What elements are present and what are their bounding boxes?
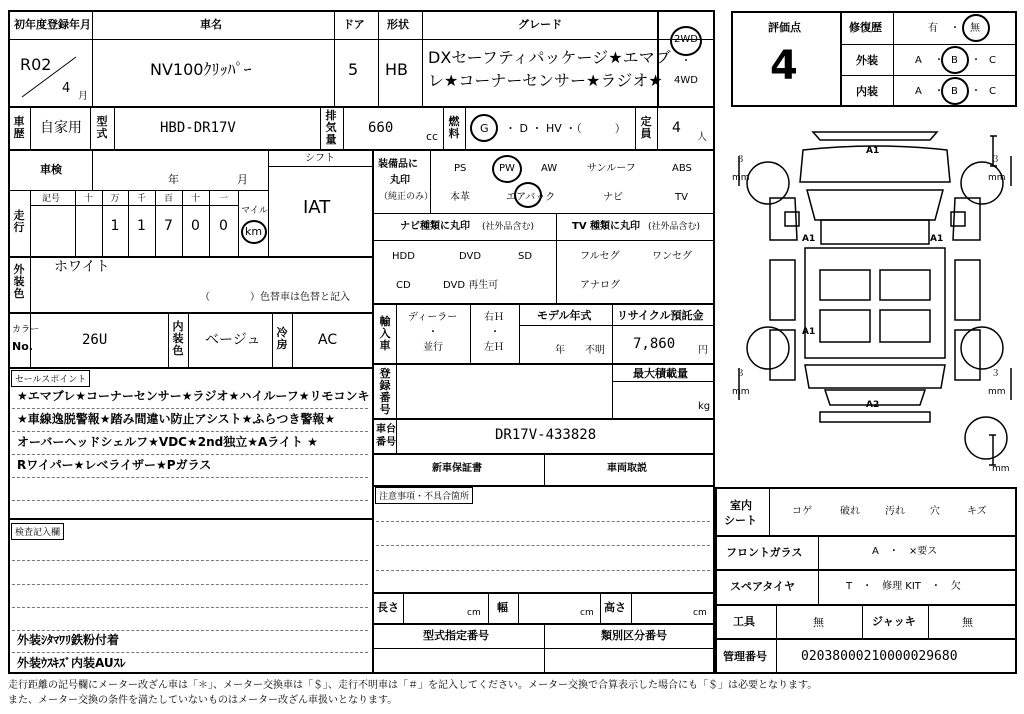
divider — [334, 11, 335, 106]
divider — [862, 605, 863, 638]
model-year-unit: 年 — [555, 345, 565, 356]
divider — [373, 648, 713, 649]
divider — [30, 257, 31, 312]
int-dot-2: ・ — [971, 86, 981, 97]
divider — [9, 367, 372, 369]
divider — [430, 150, 431, 213]
int-dot: ・ — [934, 86, 944, 97]
digit-label: 十 — [83, 194, 93, 204]
score-label: 評価点 — [768, 21, 801, 34]
damage-a1: A1 — [802, 327, 816, 337]
divider — [465, 107, 466, 149]
equip-label-1: 装備品に — [378, 159, 418, 170]
divider — [373, 623, 713, 625]
divider — [30, 190, 31, 256]
diagonal-slash — [20, 55, 80, 100]
divider — [635, 107, 636, 149]
footer-line-1: 走行距離の記号欄にメーター改ざん車は「＊」、メーター交換車は「＄」、走行不明車は「＃」を記入してください。メーター交換で合算表示した場合にも「＄」は必要となります。 — [8, 680, 818, 691]
km-circle — [241, 220, 267, 244]
car-diagram — [725, 120, 1020, 485]
model-year-label: モデル年式 — [537, 309, 592, 322]
jack-label: ジャッキ — [872, 615, 916, 628]
capacity: 4 — [672, 120, 681, 136]
divider — [12, 454, 368, 455]
chassis-label-1: 車台 — [376, 424, 396, 435]
digit-label: 百 — [163, 194, 173, 204]
divider — [716, 569, 1016, 571]
divider — [9, 518, 372, 520]
divider — [600, 593, 601, 623]
equip-airbag-circle — [514, 182, 542, 208]
manual: 車両取説 — [607, 463, 647, 474]
interior-label: 内装 — [856, 85, 878, 98]
tv-oneseg: ワンセグ — [652, 251, 692, 262]
divider — [114, 107, 115, 149]
equip-tv: TV — [675, 192, 688, 203]
damage-a1: A1 — [802, 234, 816, 244]
warranty: 新車保証書 — [432, 463, 482, 474]
mgmt-no: 02038000210000029680 — [801, 649, 958, 664]
int-grade-a: A — [915, 86, 922, 97]
divider — [443, 107, 444, 149]
chassis-label-2: 番号 — [376, 437, 396, 448]
model: HBD-DR17V — [160, 120, 236, 136]
divider — [373, 453, 713, 455]
recycle-amount: 7,860 — [633, 336, 676, 352]
footer-line-2: また、メーター交換の条件を満たしていないものはメーター改ざん車扱いとなります。 — [8, 695, 398, 706]
persons-unit: 人 — [697, 132, 707, 143]
mileage-label: 走 行 — [13, 209, 25, 234]
seat-label-2: シート — [724, 514, 757, 527]
diagram-mm: mm — [992, 464, 1010, 474]
ext-dot: ・ — [934, 55, 944, 66]
equip-label-3: （純正のみ） — [379, 192, 434, 202]
yen-unit: 円 — [698, 345, 708, 356]
color-no: 26U — [82, 332, 108, 348]
divider — [769, 488, 770, 535]
divider — [9, 190, 269, 191]
notes-line: 外装ｳｽｷｽﾞ内装AUｽﾚ — [17, 656, 126, 670]
sales-line: オーバーヘッドシェルフ★VDC★2nd独立★Aライト ★ — [17, 435, 318, 449]
divider — [12, 431, 368, 432]
divider — [488, 593, 489, 623]
ext-grade-b-circle — [941, 46, 969, 74]
digit-label: 一 — [218, 194, 228, 204]
divider — [373, 213, 713, 214]
digit-label: 千 — [136, 194, 146, 204]
seat-burn: コゲ — [792, 506, 812, 517]
notes-label: 検査記入欄 — [11, 523, 64, 540]
repaint-note: （ ）色替車は色替と記入 — [200, 292, 350, 303]
shaken-month-unit: 月 — [237, 173, 248, 186]
divider — [470, 304, 471, 363]
drive-dot: ・ — [681, 56, 691, 67]
navi-type-note: (社外品含む) — [482, 222, 535, 232]
divider — [9, 256, 372, 258]
height-cm: cm — [693, 608, 707, 618]
equip-pw: PW — [499, 163, 515, 174]
divider — [716, 535, 1016, 537]
tv-type-label: TV 種類に丸印 — [572, 221, 641, 232]
model-year-unknown: 不明 — [585, 345, 605, 356]
doors: 5 — [348, 60, 359, 79]
ac: AC — [318, 332, 338, 348]
exterior-label: 外装 — [856, 54, 878, 67]
digit-label: 万 — [110, 194, 120, 204]
divider — [12, 560, 368, 561]
mileage-digit: 0 — [219, 218, 228, 234]
shape: HB — [385, 60, 409, 79]
divider — [422, 11, 423, 106]
first-reg-month: 4 — [62, 81, 71, 96]
mileage-digit: 1 — [137, 218, 146, 234]
grade-line-1: DXセーフティパッケージ★エマブ — [428, 48, 671, 67]
model-label: 型 式 — [96, 115, 108, 140]
cc-unit: cc — [426, 130, 439, 143]
fuel-g-circle — [470, 114, 498, 142]
diagram-mm: mm — [732, 173, 750, 183]
divider — [343, 107, 344, 149]
repair-label: 修復歴 — [849, 21, 882, 34]
first-reg-year: R02 — [20, 55, 52, 74]
divider — [544, 454, 545, 485]
diagram-three: ３ — [736, 369, 746, 379]
shaken-label: 車検 — [40, 163, 62, 176]
divider — [612, 381, 713, 382]
divider — [30, 205, 238, 206]
fuel-g: G — [480, 122, 489, 135]
recycle-label: リサイクル預託金 — [617, 309, 704, 322]
repair-no: 無 — [970, 23, 980, 34]
damage-a1: A1 — [866, 146, 880, 156]
capacity-label: 定 員 — [640, 115, 652, 140]
car-name-label: 車名 — [200, 18, 222, 31]
divider — [373, 418, 713, 420]
divider — [9, 39, 713, 40]
mileage-digit: 7 — [164, 218, 173, 234]
import-label: 輸 入 車 — [379, 315, 391, 352]
notes-line: 外装ｼﾀﾏﾜﾘ鉄粉付着 — [17, 633, 120, 647]
divider — [12, 652, 368, 653]
drive-2wd-circle — [670, 26, 702, 56]
car-history-label: 車 歴 — [13, 115, 25, 140]
mileage-digit: 0 — [191, 218, 200, 234]
seat-hole: 穴 — [930, 506, 940, 517]
ext-color-label: 外 装 色 — [13, 263, 25, 300]
diagram-three: ３ — [736, 155, 746, 165]
km-label: km — [245, 225, 263, 238]
int-color: ベージュ — [205, 332, 261, 348]
left-hand: 左Ｈ — [484, 342, 504, 353]
navi-sd: SD — [518, 251, 533, 262]
divider — [12, 630, 368, 631]
displacement-label: 排 気 量 — [325, 109, 337, 146]
int-color-label: 内 装 色 — [172, 320, 184, 357]
navi-dvd-play: DVD 再生可 — [443, 280, 499, 291]
divider — [556, 214, 557, 303]
grade-line-2: レ★コーナーセンサー★ラジオ★ — [428, 71, 663, 90]
divider — [9, 149, 713, 151]
car-name: NV100ｸﾘｯﾊﾟｰ — [150, 60, 252, 79]
divider — [12, 500, 368, 501]
sales-label: セールスポイント — [11, 370, 90, 387]
month-unit: 月 — [78, 91, 88, 102]
equip-ps: PS — [454, 163, 467, 174]
divider — [12, 477, 368, 478]
caution-label: 注意事項・不具合箇所 — [375, 487, 473, 504]
drive-2wd: 2WD — [674, 34, 698, 45]
tv-type-note: (社外品含む) — [648, 222, 701, 232]
color-no-label-2: No. — [12, 340, 33, 353]
width-cm: cm — [580, 608, 594, 618]
divider — [657, 107, 658, 149]
divider — [92, 150, 93, 190]
divider — [396, 364, 397, 453]
height-label: 高さ — [604, 601, 626, 614]
hand-dot: ・ — [490, 327, 500, 338]
divider — [716, 604, 1016, 606]
shaken-year-unit: 年 — [168, 173, 179, 186]
equip-sunroof: サンルーフ — [587, 163, 636, 174]
divider — [372, 150, 374, 673]
tv-analog: アナログ — [580, 280, 620, 291]
navi-type-label: ナビ種類に丸印 — [400, 221, 470, 232]
navi-dvd: DVD — [459, 251, 482, 262]
jack-value: 無 — [962, 616, 973, 629]
digit-label: 十 — [190, 194, 200, 204]
import-dot: ・ — [428, 327, 438, 338]
car-history: 自家用 — [40, 120, 82, 136]
diagram-mm: mm — [732, 387, 750, 397]
divider — [268, 166, 372, 167]
diagram-three: ３ — [991, 155, 1001, 165]
divider — [12, 408, 368, 409]
divider — [519, 304, 520, 363]
damage-a2: A2 — [866, 400, 880, 410]
spare-value: T ・ 修理 KIT ・ 欠 — [846, 581, 961, 592]
category-label: 類別区分番号 — [601, 629, 667, 642]
divider — [168, 313, 169, 367]
divider — [928, 605, 929, 638]
ext-grade-c: C — [989, 55, 996, 66]
seat-tear: 破れ — [840, 506, 860, 517]
seat-stain: 汚れ — [885, 506, 905, 517]
divider — [519, 325, 713, 326]
divider — [376, 545, 710, 546]
seat-label-1: 室内 — [730, 499, 752, 512]
divider — [403, 593, 404, 623]
divider — [376, 521, 710, 522]
divider — [12, 584, 368, 585]
divider — [272, 313, 273, 367]
divider — [373, 363, 713, 365]
repair-dot: ・ — [950, 23, 960, 34]
divider — [776, 605, 777, 673]
divider — [378, 11, 379, 106]
ext-grade-b: B — [951, 55, 958, 66]
equip-abs: ABS — [672, 163, 692, 174]
import-parallel: 並行 — [423, 342, 443, 353]
door-label: ドア — [343, 18, 365, 31]
type-designation-label: 型式指定番号 — [423, 629, 489, 642]
divider — [716, 638, 1016, 640]
divider — [90, 107, 91, 149]
divider — [188, 313, 189, 367]
tv-fullseg: フルセグ — [580, 251, 620, 262]
mile-label: マイル — [241, 206, 268, 216]
drive-4wd: 4WD — [674, 75, 698, 86]
divider — [612, 364, 613, 418]
diagram-three: ３ — [991, 369, 1001, 379]
equip-airbag: エアバック — [506, 192, 556, 203]
ext-grade-a: A — [915, 55, 922, 66]
divider — [631, 593, 632, 623]
divider — [373, 303, 713, 305]
divider — [292, 313, 293, 367]
int-grade-b: B — [951, 86, 958, 97]
right-hand: 右Ｈ — [484, 312, 504, 323]
divider — [12, 607, 368, 608]
tools-value: 無 — [813, 616, 824, 629]
first-reg-label: 初年度登録年月 — [14, 18, 91, 31]
equip-aw: AW — [541, 163, 558, 174]
ext-color: ホワイト — [54, 259, 110, 275]
ac-label: 冷 房 — [276, 326, 288, 351]
divider — [320, 107, 321, 149]
ext-dot-2: ・ — [971, 55, 981, 66]
divider — [376, 570, 710, 571]
max-load-label: 最大積載量 — [633, 367, 688, 380]
shift: IAT — [303, 197, 331, 218]
equip-navi: ナビ — [603, 192, 623, 203]
repair-yes: 有 — [928, 23, 938, 34]
displacement: 660 — [368, 120, 394, 136]
shape-label: 形状 — [387, 18, 409, 31]
divider — [373, 240, 713, 241]
seat-scratch: キズ — [967, 506, 987, 517]
shift-label: シフト — [305, 153, 335, 164]
int-grade-c: C — [989, 86, 996, 97]
length-cm: cm — [467, 608, 481, 618]
divider — [373, 592, 713, 594]
divider — [238, 190, 239, 256]
diagram-mm: mm — [988, 387, 1006, 397]
divider — [893, 12, 894, 105]
repair-no-circle — [962, 14, 990, 42]
symbol-label: 記号 — [42, 194, 61, 204]
chassis-no: DR17V-433828 — [495, 427, 597, 443]
diagram-mm: mm — [988, 173, 1006, 183]
reg-no-label: 登 録 番 号 — [379, 367, 391, 416]
sales-line: Rワイパー★レベライザー★Pガラス — [17, 458, 212, 472]
mileage-digit: 1 — [110, 218, 120, 234]
color-no-label-1: カラー — [12, 325, 40, 335]
divider — [518, 593, 519, 623]
damage-a1: A1 — [930, 234, 944, 244]
tools-label: 工具 — [733, 615, 755, 628]
int-grade-b-circle — [941, 77, 969, 105]
sales-line: ★エマブレ★コーナーセンサー★ラジオ★ハイルーフ★リモコンキ — [17, 389, 370, 403]
divider — [840, 44, 1015, 45]
navi-cd: CD — [396, 280, 411, 291]
glass-label: フロントガラス — [726, 546, 803, 559]
divider — [396, 304, 397, 363]
equip-leather: 本革 — [450, 192, 470, 203]
score: 4 — [770, 43, 798, 89]
grade-label: グレード — [518, 18, 562, 31]
divider — [818, 536, 819, 604]
glass-value: A ・ ×要ス — [872, 546, 938, 557]
spare-label: スペアタイヤ — [730, 580, 796, 593]
length-label: 長さ — [377, 601, 399, 614]
equip-pw-circle — [492, 155, 522, 183]
kg-unit: kg — [698, 401, 711, 412]
width-label: 幅 — [497, 601, 508, 614]
divider — [9, 312, 372, 314]
sales-line: ★車線逸脱警報★踏み間違い防止アシスト★ふらつき警報★ — [17, 412, 336, 426]
import-dealer: ディーラー — [408, 312, 458, 323]
divider — [30, 107, 31, 149]
equip-label-2: 丸印 — [390, 175, 410, 186]
divider — [840, 12, 842, 105]
mgmt-label: 管理番号 — [723, 650, 767, 663]
fuel-rest: ・ D ・ HV ・（ ） — [505, 122, 626, 135]
divider — [612, 304, 613, 363]
navi-hdd: HDD — [392, 251, 415, 262]
divider — [92, 11, 93, 106]
divider — [840, 75, 1015, 76]
fuel-label: 燃 料 — [448, 115, 460, 140]
